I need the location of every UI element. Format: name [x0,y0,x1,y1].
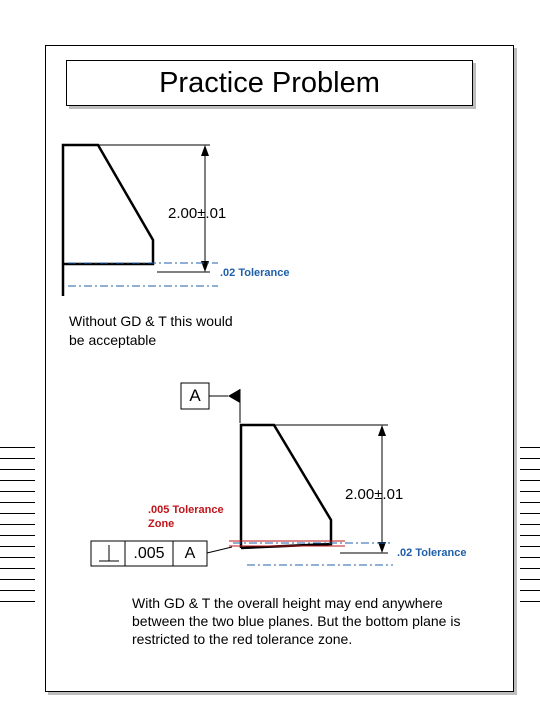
bottom-dimension-label: 2.00±.01 [345,486,404,503]
bottom-part-outline [241,425,331,548]
top-part-outline [63,145,153,296]
top-caption: Without GD & T this would be acceptable [69,313,233,348]
datum-label: A [189,386,201,405]
top-arrow-up [201,145,209,156]
fcf-tolerance-value: .005 [133,545,165,562]
datum-triangle-icon [228,389,240,403]
red-zone-label: .005 Tolerance Zone [148,504,224,530]
top-tolerance-label: .02 Tolerance [220,267,290,279]
bottom-arrow-down [378,542,386,553]
bottom-caption: With GD & T the overall height may end anywhere between the two blue planes. But the bottom plane is restricted to the red tolerance zone. [132,595,461,647]
top-dimension-label: 2.00±.01 [168,205,227,222]
bottom-arrow-up [378,425,386,436]
slide-title: Practice Problem [66,60,473,106]
fcf-datum-reference: A [184,545,196,562]
fcf-leader [207,547,232,553]
bottom-tolerance-label: .02 Tolerance [397,547,467,559]
